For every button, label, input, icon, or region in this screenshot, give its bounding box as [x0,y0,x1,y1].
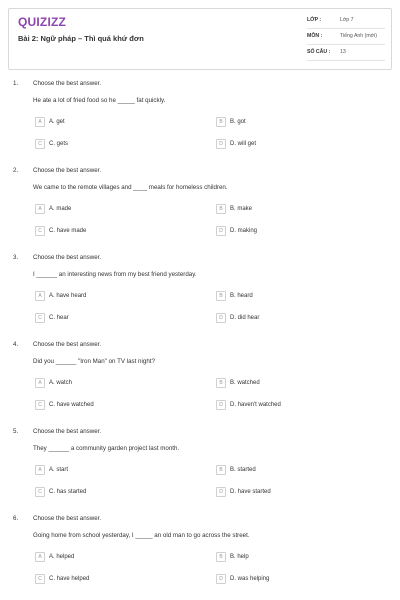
option-text: A. watch [49,379,73,386]
option-text: A. get [49,118,65,125]
meta-subject-label: MÔN : [307,33,323,39]
question-text: I ______ an interesting news from my best friend yesterday. [33,271,197,278]
option-text: C. gets [49,140,69,147]
option-letter-box: C [35,139,45,149]
question-text: Going home from school yesterday, I _____ an old man to go across the street. [33,532,250,539]
option-text: B. help [230,553,249,560]
option-text: D. was helping [230,575,270,582]
option-text: D. did hear [230,314,260,321]
option-text: C. have watched [49,401,94,408]
option-text: D. will get [230,140,257,147]
option-letter-box: B [216,465,226,475]
option-letter-box: B [216,552,226,562]
meta-grade-value: Lớp 7 [340,17,354,23]
option-letter-box: C [35,313,45,323]
option-letter-box: D [216,226,226,236]
option-letter-box: C [35,487,45,497]
question-prompt: Choose the best answer. [33,167,102,174]
question-text: Did you ______ "Iron Man" on TV last night? [33,358,155,365]
worksheet-title: Bài 2: Ngữ pháp – Thì quá khứ đơn [18,34,144,43]
option-letter-box: D [216,139,226,149]
question-number: 6. [13,515,19,522]
option-letter-box: B [216,378,226,388]
option-letter-box: C [35,400,45,410]
option-letter-box: A [35,291,45,301]
option-letter-box: A [35,204,45,214]
question-prompt: Choose the best answer. [33,254,102,261]
meta-divider [307,44,385,45]
meta-subject-value: Tiếng Anh (mới) [340,33,377,39]
option-text: D. have started [230,488,271,495]
question-prompt: Choose the best answer. [33,428,102,435]
option-letter-box: B [216,204,226,214]
meta-count-label: SỐ CÂU : [307,49,331,55]
meta-grade-label: LỚP : [307,17,322,23]
question-number: 2. [13,167,19,174]
option-letter-box: D [216,313,226,323]
question-number: 1. [13,80,19,87]
quizizz-logo: QUIZIZZ [18,15,67,29]
question-prompt: Choose the best answer. [33,341,102,348]
option-letter-box: B [216,117,226,127]
option-text: D. haven't watched [230,401,281,408]
option-text: B. watched [230,379,260,386]
question-prompt: Choose the best answer. [33,515,102,522]
question-text: They ______ a community garden project last month. [33,445,180,452]
option-letter-box: A [35,465,45,475]
option-text: A. have heard [49,292,87,299]
question-text: He ate a lot of fried food so he _____ fat quickly. [33,97,166,104]
option-text: D. making [230,227,258,234]
option-letter-box: D [216,400,226,410]
question-number: 4. [13,341,19,348]
option-text: A. start [49,466,69,473]
question-text: We came to the remote villages and ____ meals for homeless children. [33,184,228,191]
option-letter-box: A [35,117,45,127]
option-text: C. have made [49,227,87,234]
option-letter-box: C [35,226,45,236]
meta-divider [307,28,385,29]
option-letter-box: A [35,552,45,562]
option-text: C. have helped [49,575,90,582]
option-letter-box: D [216,574,226,584]
question-prompt: Choose the best answer. [33,80,102,87]
option-text: B. heard [230,292,253,299]
option-text: B. got [230,118,246,125]
option-text: C. has started [49,488,87,495]
option-text: B. make [230,205,253,212]
meta-count-value: 13 [340,49,346,55]
option-letter-box: C [35,574,45,584]
meta-divider [307,60,385,61]
option-text: C. hear [49,314,69,321]
option-text: A. made [49,205,72,212]
question-number: 3. [13,254,19,261]
option-letter-box: D [216,487,226,497]
option-text: A. helped [49,553,75,560]
question-number: 5. [13,428,19,435]
worksheet-header [8,8,392,70]
option-text: B. started [230,466,256,473]
option-letter-box: B [216,291,226,301]
option-letter-box: A [35,378,45,388]
